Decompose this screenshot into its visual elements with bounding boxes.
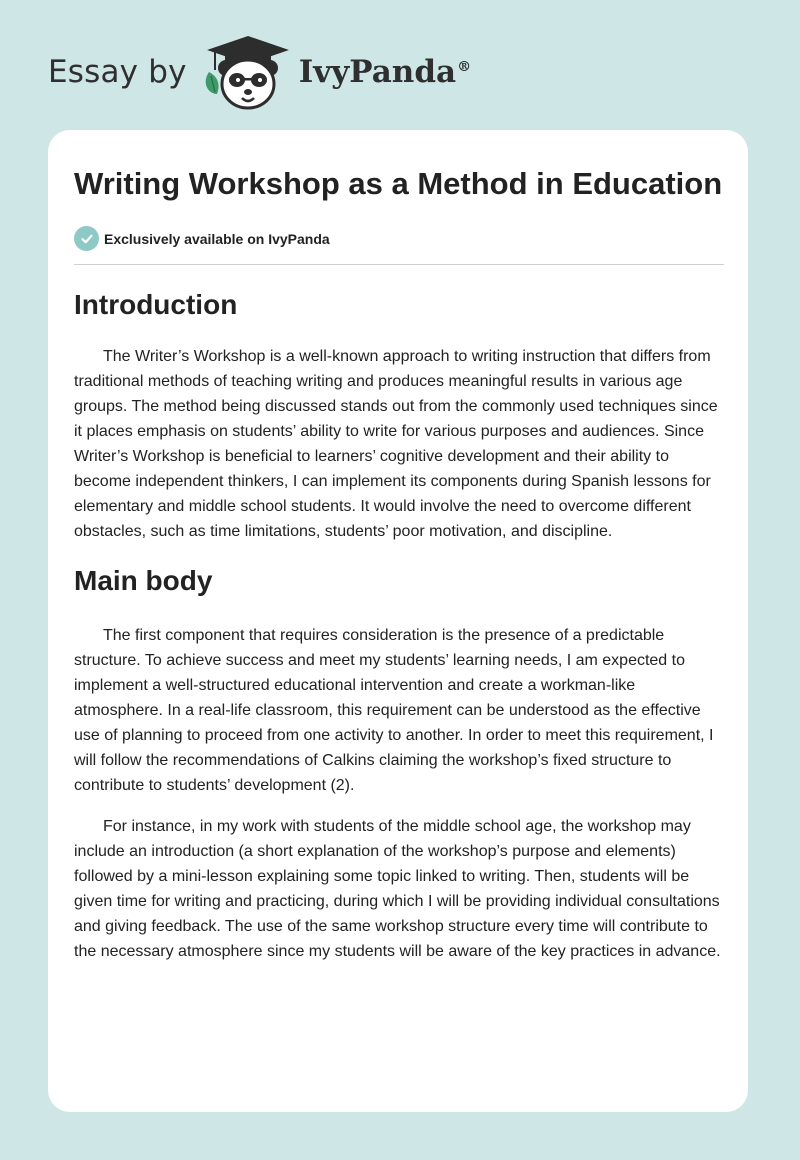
article-content (74, 164, 724, 964)
brand-text: IvyPanda (298, 54, 457, 90)
brand-name[interactable] (299, 54, 471, 90)
check-icon (74, 226, 99, 251)
article-title: Writing Workshop as a Method in Education (74, 166, 723, 201)
divider (74, 264, 724, 265)
section-heading: Introduction (74, 289, 238, 320)
section-main-body (74, 564, 724, 964)
exclusive-badge-text: Exclusively available on IvyPanda (104, 230, 330, 247)
registered-mark: ® (457, 58, 472, 75)
paragraph: The first component that requires consideration is the presence of a predictable structure. To achieve success and meet my students’ learning needs, I am expected to implement a well-structured educational intervention and create a workman-like atmosphere. In a real-life classroom, this requirement can be understood as the effective use of planning to proceed from one activity to another. In order to meet this requirement, I will follow the recommendations of Calkins claiming the workshop’s fixed structure to contribute to students’ development (2). (74, 627, 714, 794)
section-introduction (74, 288, 724, 544)
section-heading: Main body (74, 565, 213, 596)
paragraph: The Writer’s Workshop is a well-known approach to writing instruction that differs from traditional methods of teaching writing and produces meaningful results in various age groups. The method being discussed stands out from the commonly used techniques since it places emphasis on students’ ability to write for various purposes and audiences. Since Writer’s Workshop is beneficial to learners’ cognitive development and their ability to become independent thinkers, I can implement its components during Spanish lessons for elementary and middle school students. It would involve the need to overcome different obstacles, such as time limitations, students’ poor motivation, and discipline. (74, 348, 718, 540)
article-card (48, 130, 748, 1112)
exclusive-badge (74, 226, 724, 251)
essay-by-label: Essay by (48, 54, 187, 90)
panda-logo-icon[interactable] (203, 32, 293, 112)
paragraph: For instance, in my work with students of the middle school age, the workshop may include an introduction (a short explanation of the workshop’s purpose and elements) followed by a mini-lesson explaining some topic linked to writing. Then, students will be given time for writing and practicing, during which I will be providing individual consultations and giving feedback. The use of the same workshop structure every time will contribute to the necessary atmosphere since my students will be aware of the key practices in advance. (74, 818, 721, 960)
site-header (48, 32, 471, 112)
